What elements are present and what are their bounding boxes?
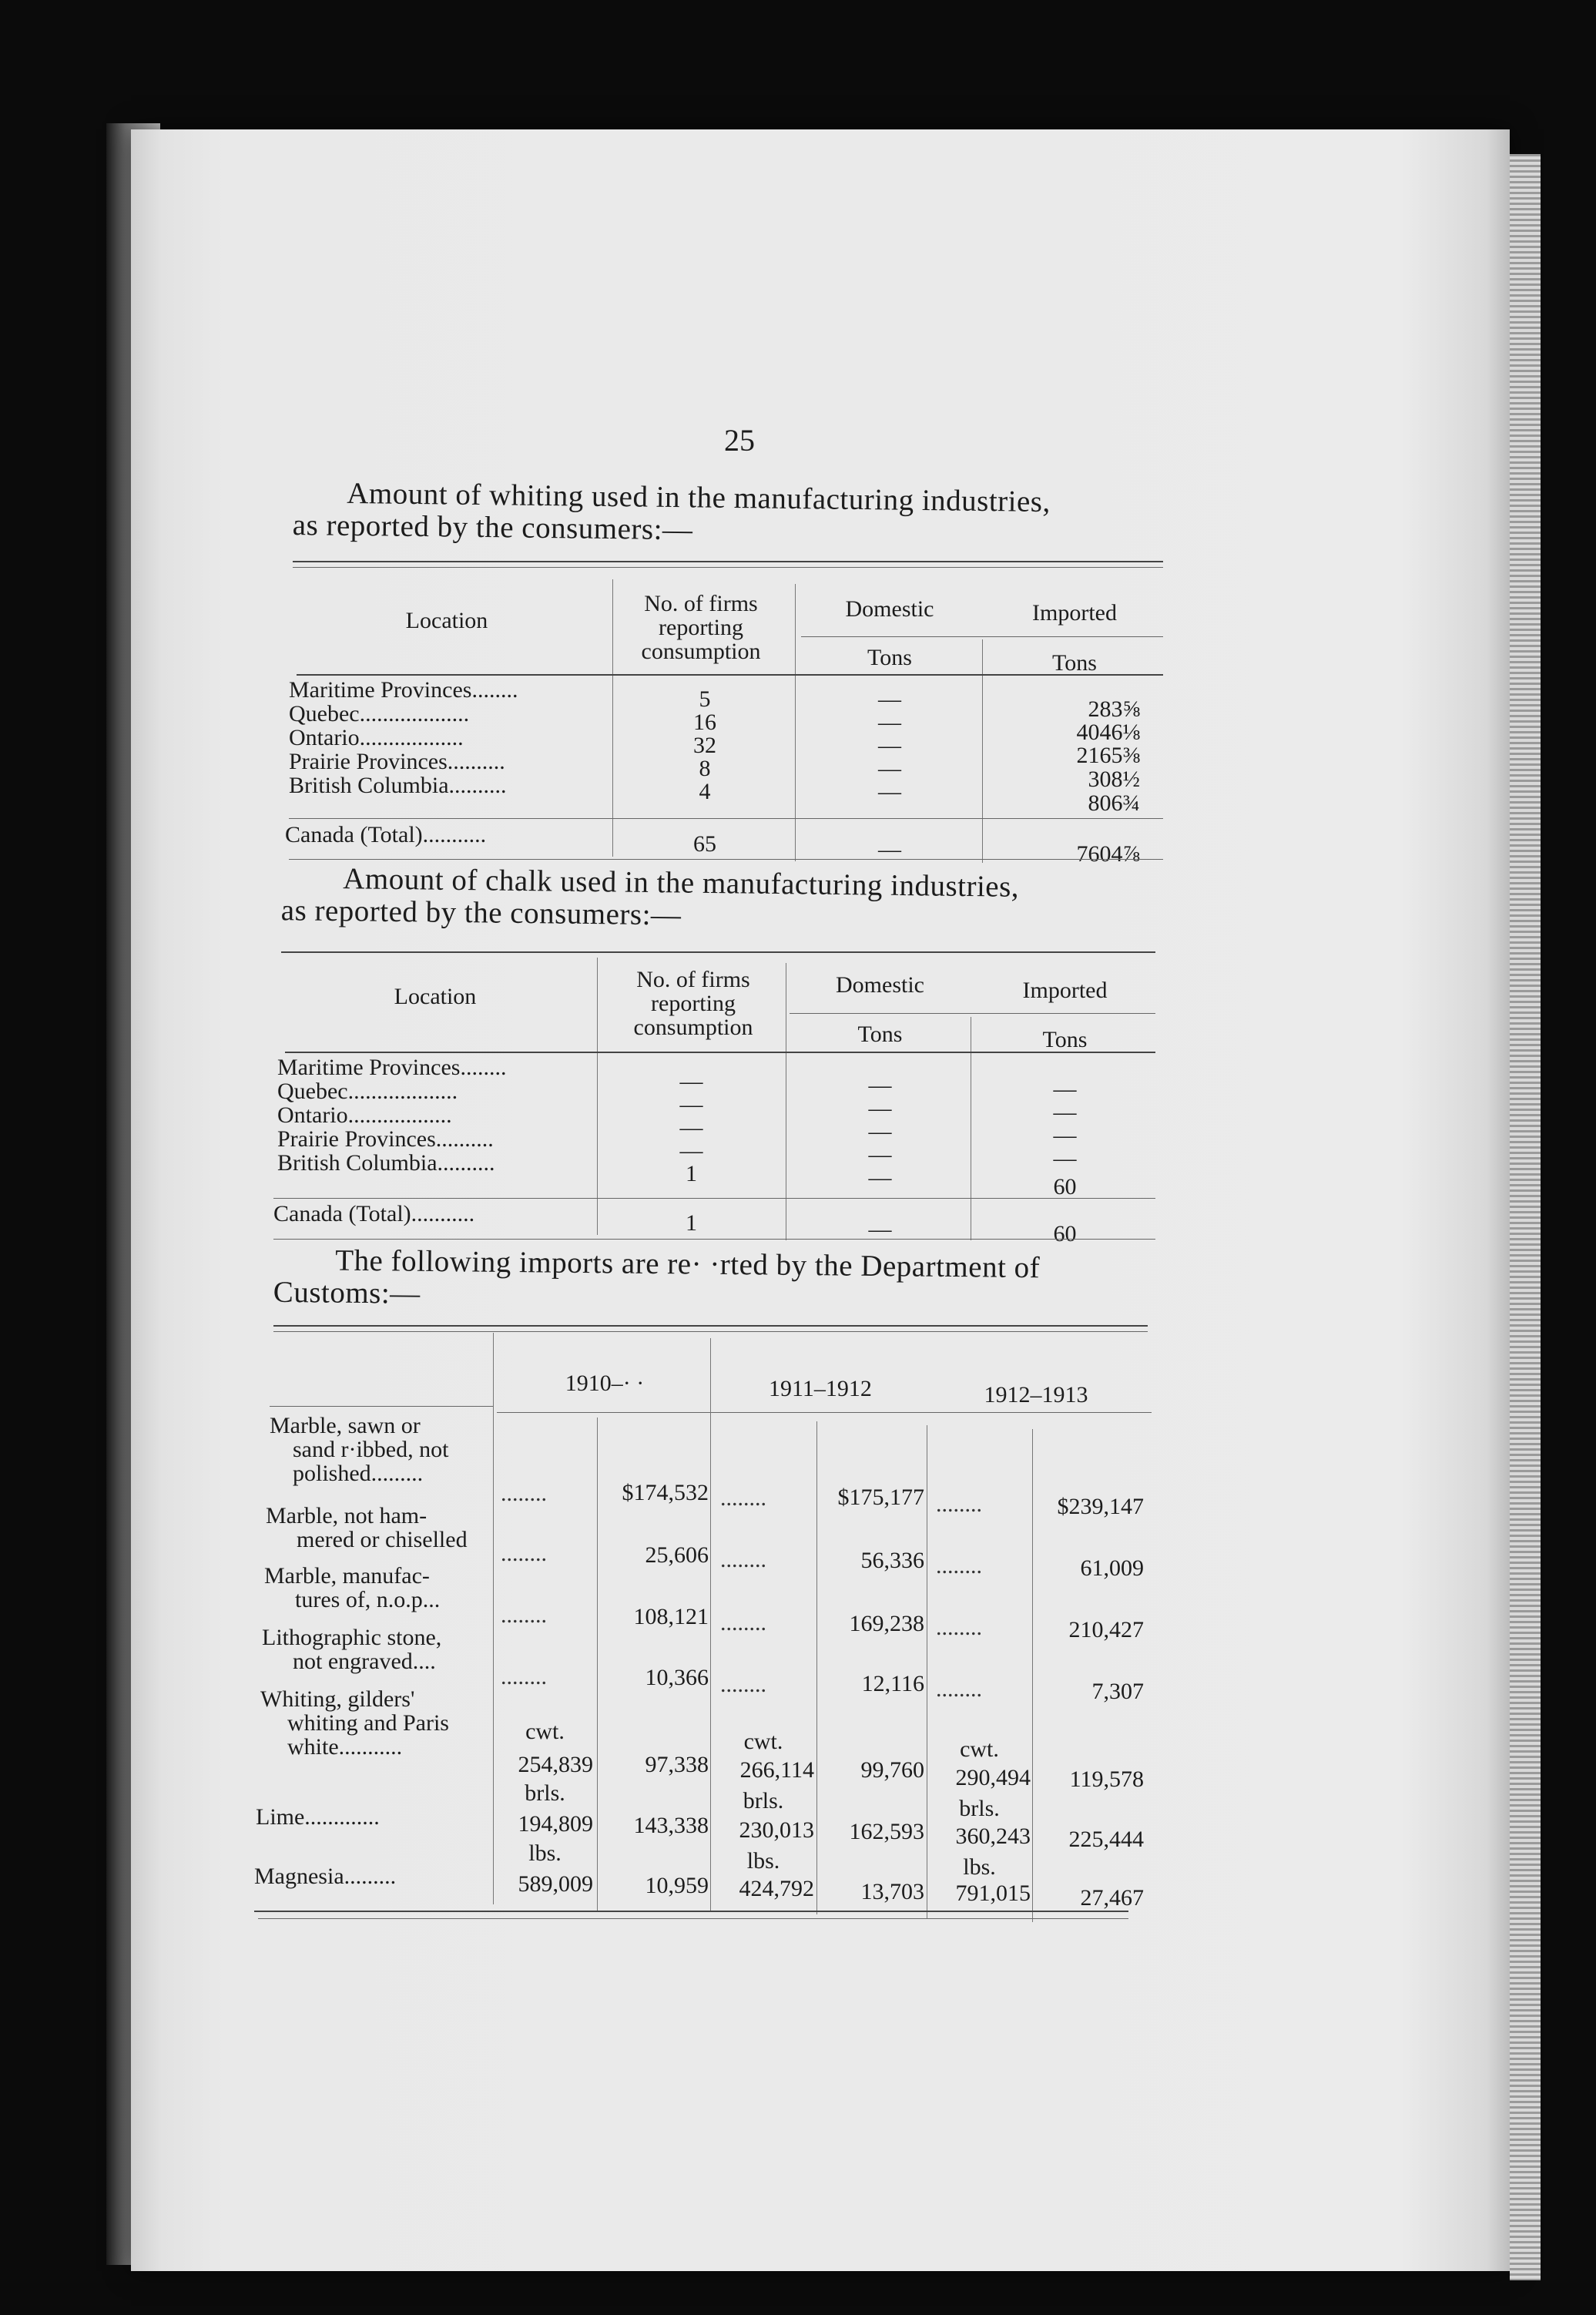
chalk-row-domestic: — xyxy=(868,1072,892,1098)
chalk-row-imported: — xyxy=(1053,1076,1077,1102)
whiting-header-firms-3: consumption xyxy=(641,639,761,664)
chalk-row-firms: — xyxy=(679,1092,703,1117)
customs-row-y2-val: $175,177 xyxy=(837,1485,924,1510)
chalk-header-firms-2: reporting xyxy=(651,991,736,1016)
customs-row-y1-val: 97,338 xyxy=(645,1752,709,1777)
customs-row-y3-qty: ........ xyxy=(936,1553,982,1579)
customs-row-label-line: polished......... xyxy=(293,1461,424,1486)
chalk-header-firms-3: consumption xyxy=(633,1015,753,1040)
customs-intro-line1: The following imports are re· ·rted by the Department of xyxy=(335,1243,1041,1285)
whiting-header-subrule xyxy=(801,636,1163,637)
chalk-header-imported: Imported xyxy=(1022,978,1108,1003)
customs-row-y3-val: $239,147 xyxy=(1057,1494,1144,1519)
whiting-total-rule xyxy=(289,818,1163,819)
whiting-intro xyxy=(293,477,1051,551)
chalk-header-firms xyxy=(601,968,786,1039)
customs-top-rule xyxy=(273,1325,1148,1327)
whiting-row-domestic: — xyxy=(878,756,901,781)
whiting-header-location: Location xyxy=(405,608,488,633)
whiting-intro-line1: Amount of whiting used in the manufacturing industries, xyxy=(347,476,1051,519)
customs-row-label-line: mered or chiselled xyxy=(297,1527,468,1552)
whiting-row-firms: 5 xyxy=(699,686,711,712)
whiting-row-imported: 806¾ xyxy=(1088,790,1140,816)
whiting-row-domestic: — xyxy=(878,686,901,712)
customs-row-label-line: Marble, manufac- xyxy=(264,1563,430,1589)
whiting-row-firms: 4 xyxy=(699,779,711,804)
customs-row-y3-val: 27,467 xyxy=(1080,1885,1144,1911)
customs-row-label-line: white........... xyxy=(287,1734,403,1760)
whiting-bottom-rule xyxy=(289,859,1163,860)
whiting-col-divider-2 xyxy=(795,584,796,861)
customs-row-y1-val: 143,338 xyxy=(633,1813,709,1838)
whiting-total-location: Canada (Total)........... xyxy=(285,822,487,847)
whiting-intro-line2: as reported by the consumers:— xyxy=(292,508,693,547)
customs-row-y1-qty: 589,009 xyxy=(518,1871,593,1897)
customs-row-y1-qty: 194,809 xyxy=(518,1811,593,1837)
customs-row-label xyxy=(262,1626,489,1673)
customs-intro-line2: Customs:— xyxy=(273,1275,421,1310)
chalk-total-rule xyxy=(273,1198,1155,1199)
customs-row-y2-qty: 266,114 xyxy=(739,1757,814,1783)
customs-top-rule-2 xyxy=(273,1331,1148,1332)
whiting-row-imported: 2165⅜ xyxy=(1076,743,1140,768)
chalk-header-subrule xyxy=(790,1013,1155,1014)
page-number: 25 xyxy=(724,423,755,458)
whiting-total-firms: 65 xyxy=(693,831,716,857)
chalk-row-location: Quebec................... xyxy=(277,1079,458,1104)
customs-row-label-line: tures of, n.o.p... xyxy=(295,1587,441,1612)
customs-row-unit: cwt. xyxy=(960,1736,999,1762)
chalk-header-domestic: Domestic xyxy=(836,972,924,998)
chalk-row-imported: 60 xyxy=(1053,1174,1077,1199)
whiting-header-imported-tons: Tons xyxy=(1052,650,1097,676)
customs-row-y3-val: 61,009 xyxy=(1080,1555,1144,1581)
customs-row-y3-qty: ........ xyxy=(936,1615,982,1640)
customs-intro xyxy=(273,1244,1041,1317)
customs-row-y1-val: 10,366 xyxy=(645,1665,709,1690)
whiting-header-domestic-tons: Tons xyxy=(867,645,912,670)
customs-row-y1-val: 25,606 xyxy=(645,1542,709,1568)
chalk-row-imported: — xyxy=(1053,1099,1077,1125)
chalk-row-firms: — xyxy=(679,1115,703,1140)
chalk-row-location: Prairie Provinces.......... xyxy=(277,1126,494,1152)
whiting-row-firms: 8 xyxy=(699,756,711,781)
whiting-top-rule-2 xyxy=(293,567,1163,568)
customs-row-label-line: Lithographic stone, xyxy=(262,1625,442,1650)
whiting-row-domestic: — xyxy=(878,733,901,758)
whiting-row-location: Maritime Provinces........ xyxy=(289,677,518,703)
whiting-col-divider-3 xyxy=(982,639,983,863)
customs-row-y1-val: 108,121 xyxy=(633,1604,709,1629)
customs-row-y1-qty: ........ xyxy=(501,1481,547,1506)
chalk-top-rule xyxy=(281,951,1155,953)
chalk-row-location: Maritime Provinces........ xyxy=(277,1055,507,1080)
customs-row-unit: cwt. xyxy=(743,1729,783,1754)
chalk-intro xyxy=(281,862,1020,936)
chalk-bottom-rule xyxy=(273,1239,1155,1240)
customs-row-y2-qty: ........ xyxy=(720,1547,766,1572)
customs-row-unit: cwt. xyxy=(525,1719,565,1744)
whiting-total-imported: 7604⅞ xyxy=(1076,841,1140,867)
whiting-header-imported: Imported xyxy=(1032,600,1117,626)
customs-row-y1-qty: 254,839 xyxy=(518,1752,593,1777)
chalk-total-imported: 60 xyxy=(1053,1221,1077,1246)
chalk-intro-line1: Amount of chalk used in the manufacturing industries, xyxy=(343,862,1020,904)
chalk-header-firms-1: No. of firms xyxy=(636,967,750,992)
whiting-header-firms-2: reporting xyxy=(659,615,743,640)
customs-row-y2-qty: ........ xyxy=(720,1610,766,1636)
chalk-header-domestic-tons: Tons xyxy=(857,1022,903,1047)
whiting-header-domestic: Domestic xyxy=(845,596,934,622)
customs-bottom-rule-2 xyxy=(258,1918,1128,1919)
chalk-row-firms: — xyxy=(679,1138,703,1163)
customs-label-rule xyxy=(270,1406,493,1407)
customs-year-rule xyxy=(497,1412,1152,1413)
customs-row-y3-qty: 290,494 xyxy=(955,1765,1031,1790)
customs-row-y2-qty: ........ xyxy=(720,1485,766,1511)
customs-row-y2-qty: ........ xyxy=(720,1672,766,1697)
chalk-header-bottom-rule xyxy=(285,1052,1155,1053)
customs-row-unit: brls. xyxy=(525,1780,565,1806)
customs-row-y3-val: 119,578 xyxy=(1069,1766,1144,1792)
chalk-total-firms: 1 xyxy=(686,1210,697,1236)
customs-row-y1-qty: ........ xyxy=(501,1541,547,1566)
customs-row-label-line: Marble, sawn or xyxy=(270,1413,421,1438)
chalk-row-domestic: — xyxy=(868,1142,892,1167)
whiting-row-location: British Columbia.......... xyxy=(289,773,507,798)
chalk-header-imported-tons: Tons xyxy=(1042,1027,1088,1052)
customs-year-3: 1912–1913 xyxy=(984,1382,1088,1407)
customs-row-y3-qty: 360,243 xyxy=(955,1823,1031,1849)
whiting-row-imported: 4046⅛ xyxy=(1076,720,1140,745)
chalk-row-firms: — xyxy=(679,1069,703,1094)
whiting-row-location: Quebec................... xyxy=(289,701,470,726)
customs-row-label-line: not engraved.... xyxy=(293,1649,436,1674)
chalk-total-domestic: — xyxy=(868,1216,892,1242)
customs-row-y2-val: 169,238 xyxy=(849,1611,924,1636)
whiting-row-location: Ontario.................. xyxy=(289,725,464,750)
customs-year-1: 1910–· · xyxy=(565,1371,645,1396)
customs-row-label: Lime............. xyxy=(256,1804,380,1830)
customs-row-unit: lbs. xyxy=(963,1854,996,1880)
customs-row-y1-val: 10,959 xyxy=(645,1873,709,1898)
whiting-row-domestic: — xyxy=(878,710,901,735)
customs-row-label xyxy=(266,1504,489,1552)
customs-row-label-line: Whiting, gilders' xyxy=(260,1686,415,1712)
whiting-header-firms-1: No. of firms xyxy=(644,591,758,616)
chalk-row-domestic: — xyxy=(868,1165,892,1190)
whiting-row-firms: 16 xyxy=(693,710,716,735)
chalk-row-imported: — xyxy=(1053,1122,1077,1148)
customs-row-y1-val: $174,532 xyxy=(622,1480,709,1505)
whiting-header-firms xyxy=(609,592,793,663)
customs-row-unit: brls. xyxy=(959,1796,1000,1821)
customs-row-label: Magnesia......... xyxy=(254,1864,397,1889)
whiting-row-domestic: — xyxy=(878,779,901,804)
customs-row-y2-qty: 424,792 xyxy=(739,1876,814,1901)
chalk-total-location: Canada (Total)........... xyxy=(273,1201,475,1226)
customs-row-y2-val: 56,336 xyxy=(860,1548,924,1573)
customs-row-y3-qty: ........ xyxy=(936,1491,982,1517)
customs-row-label xyxy=(264,1564,489,1612)
chalk-intro-line2: as reported by the consumers:— xyxy=(280,894,682,932)
chalk-row-imported: — xyxy=(1053,1146,1077,1171)
customs-row-label xyxy=(260,1687,489,1759)
customs-year-2: 1911–1912 xyxy=(769,1376,872,1401)
customs-row-y2-val: 13,703 xyxy=(860,1879,924,1904)
customs-row-y3-qty: 791,015 xyxy=(955,1881,1031,1906)
customs-row-y2-val: 99,760 xyxy=(860,1757,924,1783)
customs-row-y1-qty: ........ xyxy=(501,1602,547,1628)
customs-bottom-rule xyxy=(254,1911,1128,1912)
whiting-col-divider-1 xyxy=(612,579,613,857)
customs-row-y1-qty: ........ xyxy=(501,1664,547,1689)
customs-row-y3-val: 225,444 xyxy=(1068,1827,1144,1852)
customs-row-unit: brls. xyxy=(743,1788,784,1813)
chalk-row-domestic: — xyxy=(868,1119,892,1144)
customs-row-y2-qty: 230,013 xyxy=(739,1817,814,1843)
customs-row-y2-val: 162,593 xyxy=(849,1819,924,1844)
whiting-total-domestic: — xyxy=(878,837,901,862)
chalk-row-location: British Columbia.......... xyxy=(277,1150,495,1176)
chalk-row-domestic: — xyxy=(868,1095,892,1121)
chalk-row-firms: 1 xyxy=(686,1161,697,1186)
customs-row-unit: lbs. xyxy=(746,1848,780,1874)
chalk-header-location: Location xyxy=(394,984,477,1009)
customs-row-label xyxy=(270,1414,489,1485)
customs-row-label-line: sand r·ibbed, not xyxy=(293,1437,449,1462)
whiting-header-bottom-rule xyxy=(297,674,1163,676)
whiting-row-firms: 32 xyxy=(693,733,716,758)
customs-row-unit: lbs. xyxy=(528,1840,562,1866)
customs-row-y3-qty: ........ xyxy=(936,1676,982,1702)
customs-row-label-line: Marble, not ham- xyxy=(266,1503,428,1528)
customs-row-y2-val: 12,116 xyxy=(861,1671,924,1696)
whiting-top-rule xyxy=(293,561,1163,562)
chalk-row-location: Ontario.................. xyxy=(277,1102,452,1128)
chalk-col-divider-1 xyxy=(597,958,598,1235)
whiting-row-imported: 283⅝ xyxy=(1088,696,1140,722)
whiting-row-location: Prairie Provinces.......... xyxy=(289,749,505,774)
whiting-row-imported: 308½ xyxy=(1088,767,1140,792)
customs-row-label-line: whiting and Paris xyxy=(287,1710,449,1736)
customs-row-y3-val: 210,427 xyxy=(1068,1617,1144,1642)
customs-row-y3-val: 7,307 xyxy=(1091,1679,1144,1704)
